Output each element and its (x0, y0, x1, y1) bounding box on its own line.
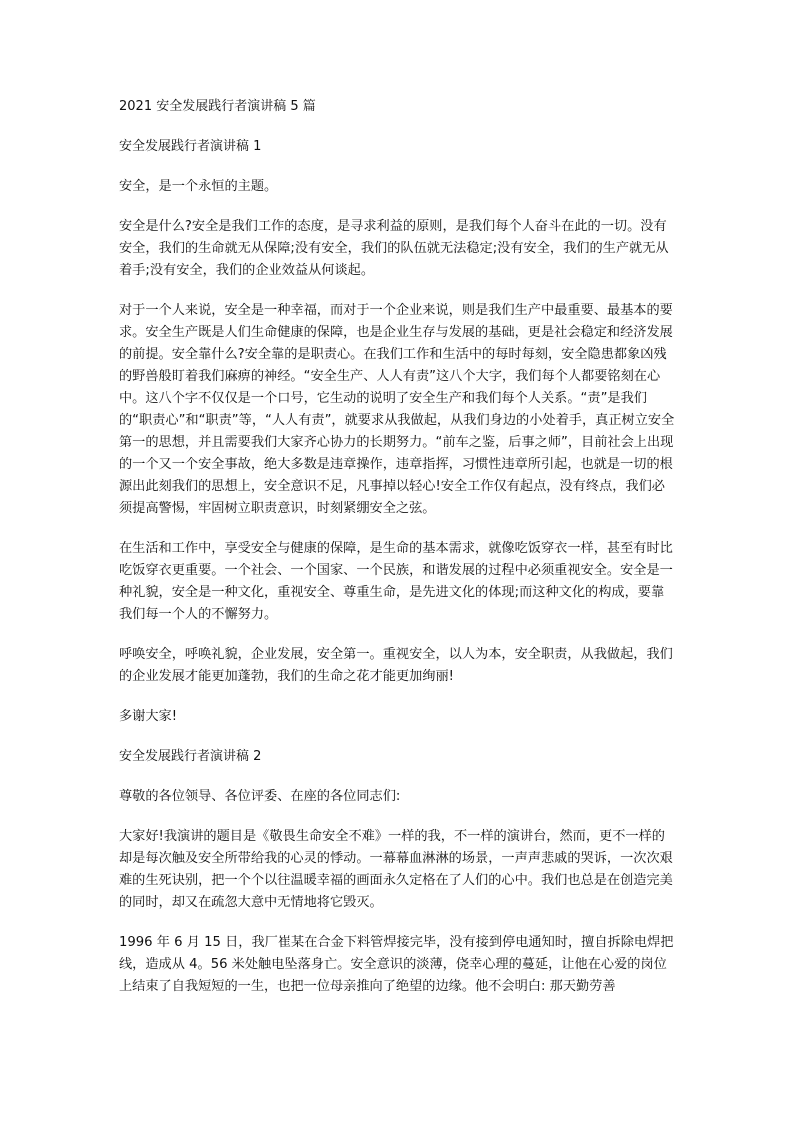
section-1-paragraph-4: 在生活和工作中，享受安全与健康的保障，是生命的基本需求，就像吃饭穿衣一样，甚至有时比吃饭穿衣更重要。一个社会、一个国家、一个民族，和谐发展的过程中必须重视安全。安全是一种礼貌，安全是一种文化，重视安全、尊重生命，是先进文化的体现;而这种文化的构成，要靠我们每一个人的不懈努力。 (119, 541, 673, 622)
section-1-paragraph-3: 对于一个人来说，安全是一种幸福，而对于一个企业来说，则是我们生产中最重要、最基本的要求。安全生产既是人们生命健康的保障，也是企业生存与发展的基础，更是社会稳定和经济发展的前提。安全靠什么?安全靠的是职责心。在我们工作和生活中的每时每刻，安全隐患都象凶残的野兽般盯着我们麻痹的神经。“安全生产、人人有责”这八个大字，我们每个人都要铭刻在心中。这八个字不仅仅是一个口号，它生动的说明了安全生产和我们每个人关系。“责”是我们的“职责心”和“职责”等，“人人有责”，就要求从我做起，从我们身边的小处着手，真正树立安全第一的思想，并且需要我们大家齐心协力的长期努力。“前车之鉴，后事之师”，目前社会上出现的一个又一个安全事故，绝大多数是违章操作，违章指挥，习惯性违章所引起，也就是一切的根源出此刻我们的思想上，安全意识不足，凡事掉以轻心!安全工作仅有起点，没有终点，我们必须提高警惕，牢固树立职责意识，时刻紧绷安全之弦。 (119, 303, 675, 516)
section-2-paragraph-2: 大家好!我演讲的题目是《敬畏生命安全不难》一样的我，不一样的演讲台，然而，更不一样的却是每次触及安全所带给我的心灵的悸动。一幕幕血淋淋的场景，一声声悲戚的哭诉，一次次艰难的生死诀别，把一个个以往温暖幸福的画面永久定格在了人们的心中。我们也总是在创造完美的同时，却又在疏忽大意中无情地将它毁灭。 (119, 829, 673, 910)
document-title: 2021 安全发展践行者演讲稿 5 篇 (119, 99, 316, 114)
section-1-paragraph-5: 呼唤安全，呼唤礼貌，企业发展，安全第一。重视安全，以人为本，安全职责，从我做起，我们的企业发展才能更加蓬勃，我们的生命之花才能更加绚丽! (119, 647, 673, 684)
document-body (119, 96, 677, 1016)
section-1-heading: 安全发展践行者演讲稿 1 (119, 139, 262, 154)
section-2-paragraph-1: 尊敬的各位领导、各位评委、在座的各位同志们: (119, 789, 401, 804)
section-2-heading: 安全发展践行者演讲稿 2 (119, 749, 262, 764)
section-1-paragraph-6: 多谢大家! (119, 709, 178, 724)
section-1-paragraph-1: 安全，是一个永恒的主题。 (119, 179, 278, 194)
section-2-paragraph-3: 1996 年 6 月 15 日，我厂崔某在合金下料管焊接完毕，没有接到停电通知时，擅自拆除电焊把线，造成从 4。56 米处触电坠落身亡。安全意识的淡薄，侥幸心理的蔓延，让他在心爱的岗位上结束了自我短短的一生，也把一位母亲推向了绝望的边缘。他不会明白: 那天勤劳善 (119, 935, 674, 994)
section-1-paragraph-2: 安全是什么?安全是我们工作的态度，是寻求利益的原则，是我们每个人奋斗在此的一切。没有安全，我们的生命就无从保障;没有安全，我们的队伍就无法稳定;没有安全，我们的生产就无从着手;没有安全，我们的企业效益从何谈起。 (119, 219, 669, 278)
